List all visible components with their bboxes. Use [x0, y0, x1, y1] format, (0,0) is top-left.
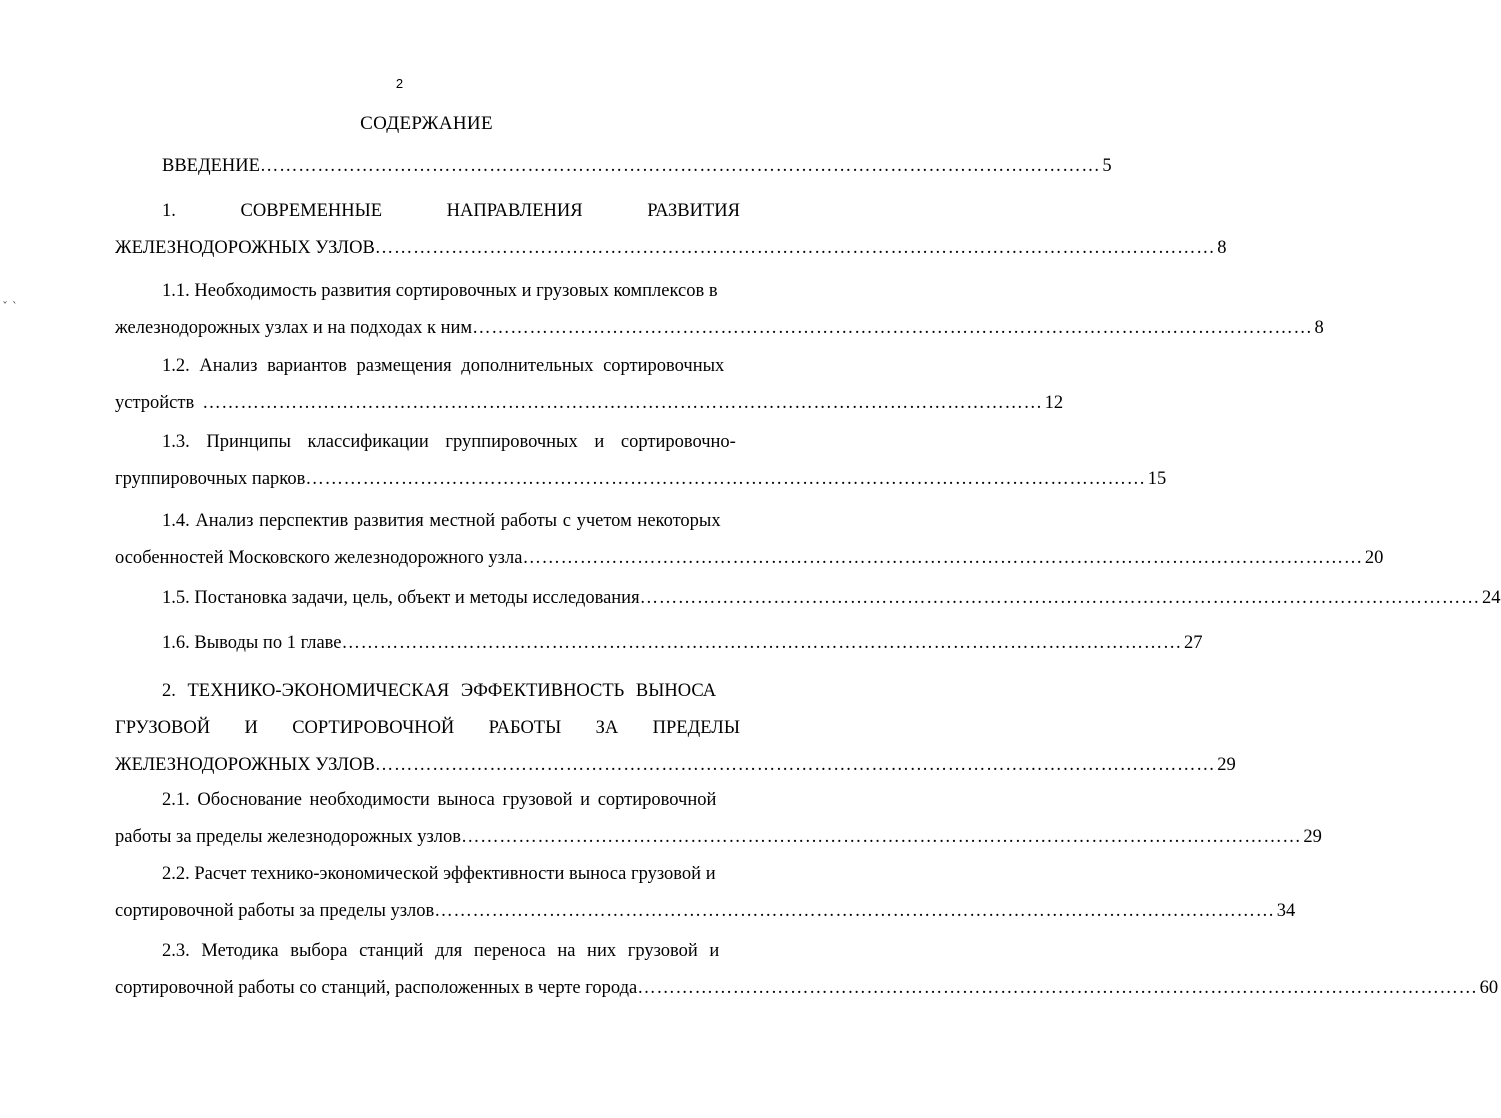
toc-line: 1.1. Необходимость развития сортировочных и грузовых комплексов в	[162, 281, 718, 301]
scan-mark-icon: ˇ ˋ	[2, 300, 18, 314]
toc-leader: ……………………………………………………………………………………………………………………	[461, 827, 1302, 847]
toc-line: 1.3. Принципы классификации группировочных и сортировочно-	[162, 432, 736, 452]
toc-line	[115, 747, 1236, 784]
toc-leader: ……………………………………………………………………………………………………………………	[374, 238, 1216, 258]
toc-word: РАБОТЫ	[488, 718, 562, 738]
toc-entry-1-3[interactable]	[115, 424, 1167, 498]
toc-line: 2.3. Методика выбора станций для переноса на них грузовой и	[162, 941, 720, 961]
toc-page-number: 15	[1147, 469, 1167, 489]
toc-word: ЗА	[595, 718, 619, 738]
toc-entry-title: сортировочной работы со станций, расположенных в черте города	[115, 978, 638, 998]
toc-page-number: 8	[1217, 238, 1227, 258]
toc-line	[115, 540, 1384, 577]
toc-word: И	[244, 718, 258, 738]
toc-line	[115, 193, 740, 230]
toc-line	[115, 970, 1499, 1007]
toc-word: ГРУЗОВОЙ	[115, 718, 211, 738]
toc-page-number: 34	[1276, 901, 1296, 921]
toc-entry-1-5[interactable]	[115, 580, 1501, 617]
toc-entry-1-2[interactable]	[115, 348, 1064, 422]
toc-word: ПРЕДЕЛЫ	[652, 718, 740, 738]
toc-line	[115, 710, 740, 747]
toc-leader: ……………………………………………………………………………………………………………………	[305, 469, 1146, 489]
toc-page-number: 29	[1303, 827, 1322, 847]
toc-line: 1.4. Анализ перспектив развития местной работы с учетом некоторых	[162, 511, 721, 531]
toc-word: НАПРАВЛЕНИЯ	[446, 201, 583, 221]
toc-entry-intro[interactable]	[115, 148, 1112, 185]
page-number: 2	[395, 76, 404, 91]
toc-line	[115, 625, 1203, 662]
toc-line	[115, 819, 1322, 856]
toc-leader: ……………………………………………………………………………………………………………………	[259, 156, 1101, 176]
toc-entry-title: ЖЕЛЕЗНОДОРОЖНЫХ УЗЛОВ	[115, 755, 375, 775]
toc-leader: ……………………………………………………………………………………………………………………	[202, 393, 1043, 413]
toc-word: РАЗВИТИЯ	[647, 201, 740, 221]
toc-page-number: 60	[1479, 978, 1499, 998]
toc-entry-2-3[interactable]	[115, 933, 1499, 1007]
toc-line	[115, 310, 1324, 347]
toc-entry-title: сортировочной работы за пределы узлов	[115, 901, 435, 921]
toc-line: 2.2. Расчет технико-экономической эффективности выноса грузовой и	[162, 864, 716, 884]
toc-entry-title: 1.5. Постановка задачи, цель, объект и методы исследования	[162, 588, 640, 608]
toc-line	[115, 385, 1064, 422]
toc-page-number: 5	[1102, 156, 1112, 176]
page-title: СОДЕРЖАНИЕ	[360, 113, 493, 134]
toc-entry-2-2[interactable]	[115, 856, 1296, 930]
toc-page-number: 24	[1482, 588, 1501, 608]
toc-leader: ……………………………………………………………………………………………………………………	[522, 548, 1363, 568]
toc-line	[115, 893, 1296, 930]
toc-page-number: 20	[1364, 548, 1384, 568]
toc-word: СОВРЕМЕННЫЕ	[240, 201, 383, 221]
toc-page-number: 12	[1044, 393, 1064, 413]
toc-entry-1-1[interactable]	[115, 273, 1324, 347]
toc-line	[115, 148, 1112, 185]
toc-page-number: 29	[1217, 755, 1236, 775]
toc-leader: ……………………………………………………………………………………………………………………	[374, 755, 1216, 775]
toc-leader: ……………………………………………………………………………………………………………………	[341, 633, 1182, 653]
toc-line: 1.2. Анализ вариантов размещения дополнительных сортировочных	[162, 356, 725, 376]
toc-entry-1-6[interactable]	[115, 625, 1203, 662]
toc-line: 2.1. Обоснование необходимости выноса грузовой и сортировочной	[162, 790, 717, 810]
toc-entry-title: устройств	[115, 393, 195, 413]
toc-page-number: 27	[1183, 633, 1203, 653]
toc-page-number: 8	[1314, 318, 1324, 338]
toc-line	[115, 230, 1227, 267]
toc-entry-title: группировочных парков	[115, 469, 306, 489]
toc-entry-chapter-1[interactable]	[115, 193, 1227, 267]
toc-entry-2-1[interactable]	[115, 782, 1322, 856]
toc-leader: ……………………………………………………………………………………………………………………	[639, 588, 1481, 608]
toc-leader: ……………………………………………………………………………………………………………………	[434, 901, 1275, 921]
toc-line	[115, 580, 1501, 617]
toc-entry-title: особенностей Московского железнодорожного узла	[115, 548, 523, 568]
toc-entry-chapter-2[interactable]	[115, 673, 1236, 784]
toc-word: СОРТИРОВОЧНОЙ	[292, 718, 455, 738]
toc-line: 2. ТЕХНИКО-ЭКОНОМИЧЕСКАЯ ЭФФЕКТИВНОСТЬ ВЫНОСА	[162, 681, 717, 701]
toc-entry-title: ВВЕДЕНИЕ	[162, 156, 260, 176]
toc-leader: ……………………………………………………………………………………………………………………	[637, 978, 1478, 998]
toc-entry-1-4[interactable]	[115, 503, 1384, 577]
toc-entry-title: работы за пределы железнодорожных узлов	[115, 827, 461, 847]
toc-entry-title: 1.6. Выводы по 1 главе	[162, 633, 342, 653]
toc-entry-title: железнодорожных узлах и на подходах к ним	[115, 318, 473, 338]
toc-word: 1.	[162, 201, 176, 221]
toc-leader: ……………………………………………………………………………………………………………………	[472, 318, 1313, 338]
toc-entry-title: ЖЕЛЕЗНОДОРОЖНЫХ УЗЛОВ	[115, 238, 375, 258]
toc-line	[115, 461, 1167, 498]
